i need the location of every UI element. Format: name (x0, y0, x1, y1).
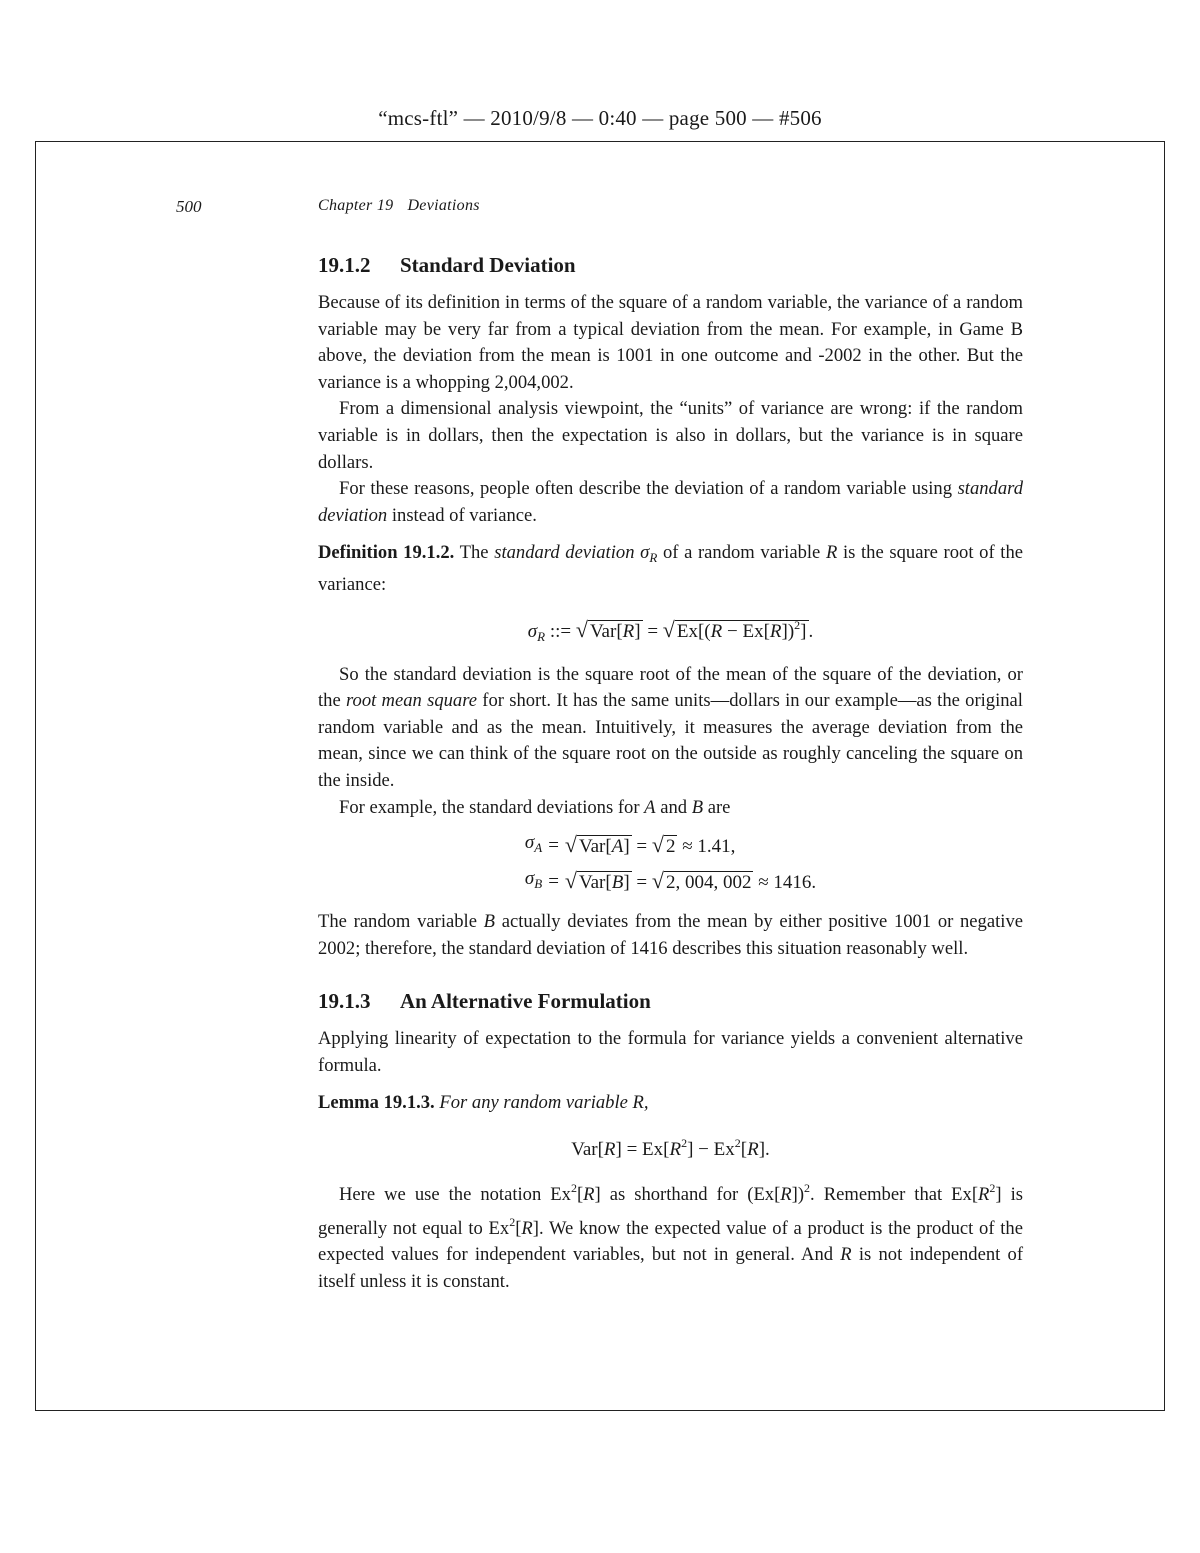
paragraph: Applying linearity of expectation to the formula for variance yields a convenient alternative formula. (318, 1028, 1023, 1076)
equation-standard-deviation: $\sigma_R$ ::= √ Var[R] = √ $Ex[(R - Ex[R])^2]$ . (527, 616, 814, 644)
paragraph: For these reasons, people often describe the deviation of a random variable using standard deviation instead of variance. (318, 478, 1023, 526)
page-content (318, 252, 1023, 1295)
equation-examples (522, 827, 819, 899)
chapter-label: Chapter 19 (318, 197, 394, 214)
paragraph: For example, the standard deviations for A and B are (339, 796, 731, 818)
page-header: “mcs-ftl” — 2010/9/8 — 0:40 — page 500 — #506 (378, 106, 822, 130)
paragraph: The random variable B actually deviates from the mean by either positive 1001 or negative 2002; therefore, the standard deviation of 1416 describes this situation reasonably well. (318, 911, 1023, 959)
equation-row: $\sigma_A$ = √ Var[A] = √ 2 ≈ 1.41, (524, 831, 736, 857)
equation-variance-alternative: $Var[R] = Ex[R^2] - Ex^2[R]$. (571, 1136, 770, 1161)
lemma-label: Lemma 19.1.3. (318, 1092, 435, 1114)
paragraph: From a dimensional analysis viewpoint, the “units” of variance are wrong: if the random variable is in dollars, then the expectation is also in dollars, but the variance is in square dollars. (318, 398, 1023, 473)
equation-row: $\sigma_B$ = √ Var[B] = √ 2, 004, 002 ≈ 1416. (524, 867, 817, 893)
paragraph: Here we use the notation Ex$^2$[R] as shorthand for $(Ex[R])^2$. Remember that $Ex[R^2]$ is generally not equal to Ex$^2$[R]. We know the expected value of a product is the product of the expected values for independent variables, but not in general. And R is not independent of itself unless it is constant. (318, 1181, 1024, 1292)
emphasis: standard deviation (318, 478, 1023, 526)
page-number: 500 (176, 197, 202, 216)
emphasis: root mean square (345, 690, 478, 712)
definition: Definition 19.1.2. The standard deviation $\sigma_R$ of a random variable R is the square root of the variance: (318, 542, 1024, 595)
section-heading-standard-deviation (318, 252, 1023, 278)
section-title: An Alternative Formulation (400, 989, 651, 1014)
paragraph: Because of its definition in terms of the square of a random variable, the variance of a random variable may be very far from a typical deviation from the mean. For example, in Game B above, the deviation from the mean is 1001 in one outcome and -2002 in the other. But the variance is a whopping 2,004,002. (318, 292, 1023, 393)
section-number: 19.1.2 (318, 253, 371, 277)
paragraph: So the standard deviation is the square root of the mean of the square of the deviation, or the root mean square for short. It has the same units—dollars in our example—as the original random variable and as the mean. Intuitively, it measures the average deviation from the mean, since we can think of the square root on the outside as roughly canceling the square on the inside. (318, 663, 1023, 791)
emphasis: standard deviation (494, 542, 635, 564)
running-head (318, 197, 480, 215)
section-heading-alternative-formulation (318, 988, 1023, 1014)
section-number: 19.1.3 (318, 989, 371, 1014)
section-title: Standard Deviation (400, 253, 576, 277)
chapter-title: Deviations (407, 197, 480, 214)
definition-label: Definition 19.1.2. (318, 542, 455, 564)
lemma: Lemma 19.1.3. For any random variable R, (318, 1092, 649, 1114)
